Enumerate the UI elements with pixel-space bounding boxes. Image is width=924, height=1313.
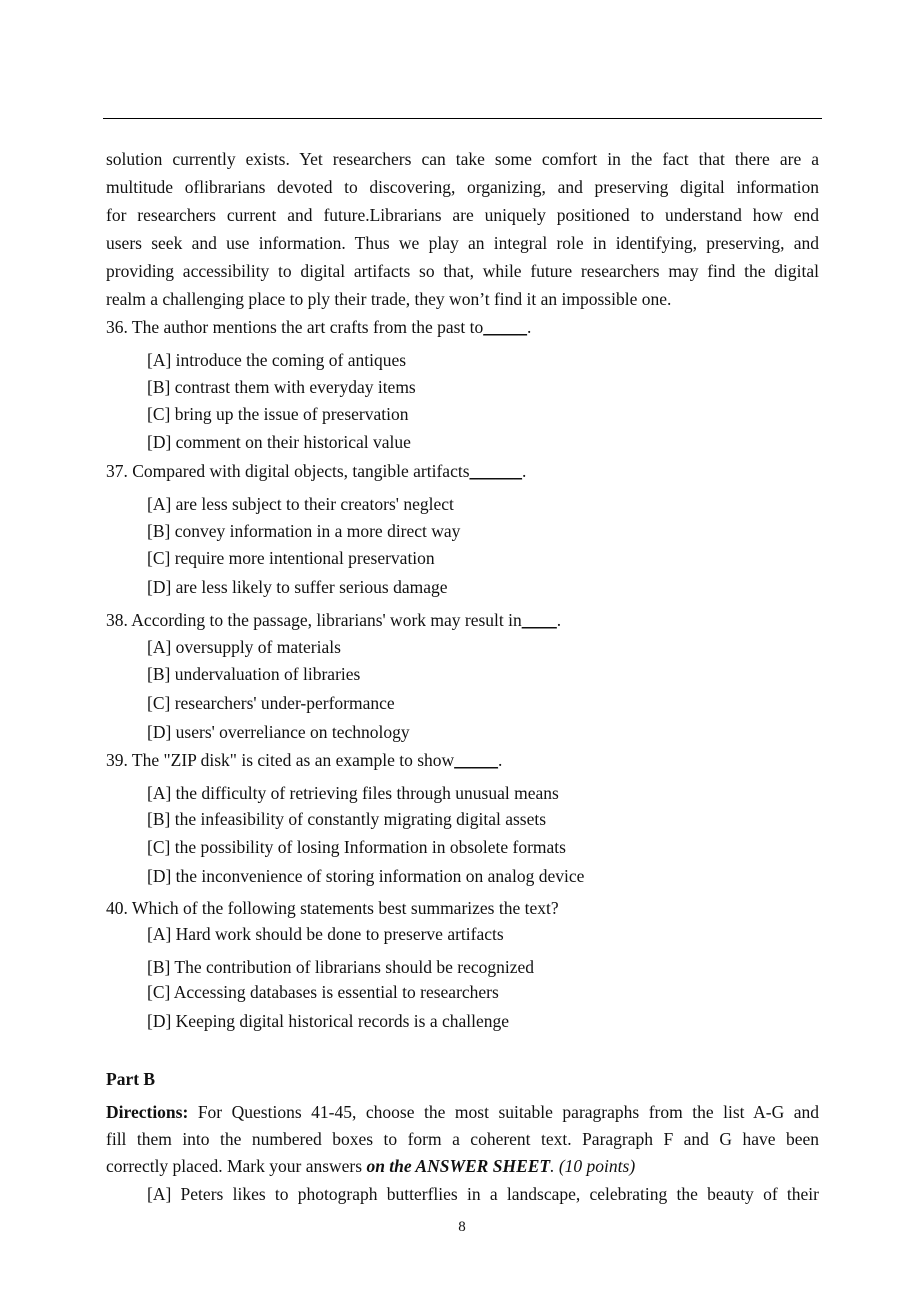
passage-line: providing accessibility to digital artifacts so that, while future researchers may find the digital xyxy=(106,261,819,281)
question-37: 37. Compared with digital objects, tangible artifacts______. xyxy=(106,461,527,481)
page-number: 8 xyxy=(458,1219,466,1235)
passage-line: solution currently exists. Yet researchers can take some comfort in the fact that there are a xyxy=(106,149,819,169)
option-37-b: [B] convey information in a more direct way xyxy=(147,521,461,541)
option-37-c: [C] require more intentional preservation xyxy=(147,548,435,568)
part-b-heading: Part B xyxy=(106,1069,156,1089)
passage-line: for researchers current and future.Librarians are uniquely positioned to understand how end xyxy=(106,205,819,225)
option-40-a: [A] Hard work should be done to preserve artifacts xyxy=(147,924,504,944)
question-36: 36. The author mentions the art crafts from the past to_____. xyxy=(106,317,532,337)
passage-text xyxy=(106,145,819,313)
option-39-d: [D] the inconvenience of storing information on analog device xyxy=(147,866,585,886)
option-36-a: [A] introduce the coming of antiques xyxy=(147,350,407,370)
passage-line: multitude oflibrarians devoted to discovering, organizing, and preserving digital information xyxy=(106,177,819,197)
question-38: 38. According to the passage, librarians' work may result in____. xyxy=(106,610,562,630)
directions-line: Directions: For Questions 41-45, choose the most suitable paragraphs from the list A-G and xyxy=(106,1102,819,1122)
option-36-d: [D] comment on their historical value xyxy=(147,432,411,452)
option-38-b: [B] undervaluation of libraries xyxy=(147,664,361,684)
passage-line: realm a challenging place to ply their trade, they won’t find it an impossible one. xyxy=(106,289,672,309)
header-rule xyxy=(103,118,822,119)
option-40-b: [B] The contribution of librarians should be recognized xyxy=(147,957,534,977)
passage-line: users seek and use information. Thus we play an integral role in identifying, preserving, and xyxy=(106,233,819,253)
points-note: (10 points) xyxy=(558,1156,636,1176)
option-36-b: [B] contrast them with everyday items xyxy=(147,377,416,397)
option-39-b: [B] the infeasibility of constantly migrating digital assets xyxy=(147,809,547,829)
answer-sheet-emphasis: on the ANSWER SHEET xyxy=(366,1156,551,1176)
option-40-d: [D] Keeping digital historical records is a challenge xyxy=(147,1011,510,1031)
directions-line: correctly placed. Mark your answers on the ANSWER SHEET. (10 points) xyxy=(106,1156,636,1176)
option-40-c: [C] Accessing databases is essential to researchers xyxy=(147,982,499,1002)
option-37-a: [A] are less subject to their creators' neglect xyxy=(147,494,454,514)
directions-label: Directions: xyxy=(106,1102,189,1122)
option-36-c: [C] bring up the issue of preservation xyxy=(147,404,409,424)
question-40: 40. Which of the following statements best summarizes the text? xyxy=(106,898,559,918)
paragraph-a: [A] Peters likes to photograph butterflies in a landscape, celebrating the beauty of their xyxy=(147,1184,819,1204)
option-37-d: [D] are less likely to suffer serious damage xyxy=(147,577,448,597)
question-39: 39. The "ZIP disk" is cited as an example to show_____. xyxy=(106,750,503,770)
directions-line: fill them into the numbered boxes to form a coherent text. Paragraph F and G have been xyxy=(106,1129,819,1149)
option-39-a: [A] the difficulty of retrieving files through unusual means xyxy=(147,783,559,803)
directions xyxy=(106,1099,819,1180)
option-38-d: [D] users' overreliance on technology xyxy=(147,722,410,742)
option-38-a: [A] oversupply of materials xyxy=(147,637,341,657)
option-39-c: [C] the possibility of losing Information in obsolete formats xyxy=(147,837,566,857)
option-38-c: [C] researchers' under-performance xyxy=(147,693,395,713)
